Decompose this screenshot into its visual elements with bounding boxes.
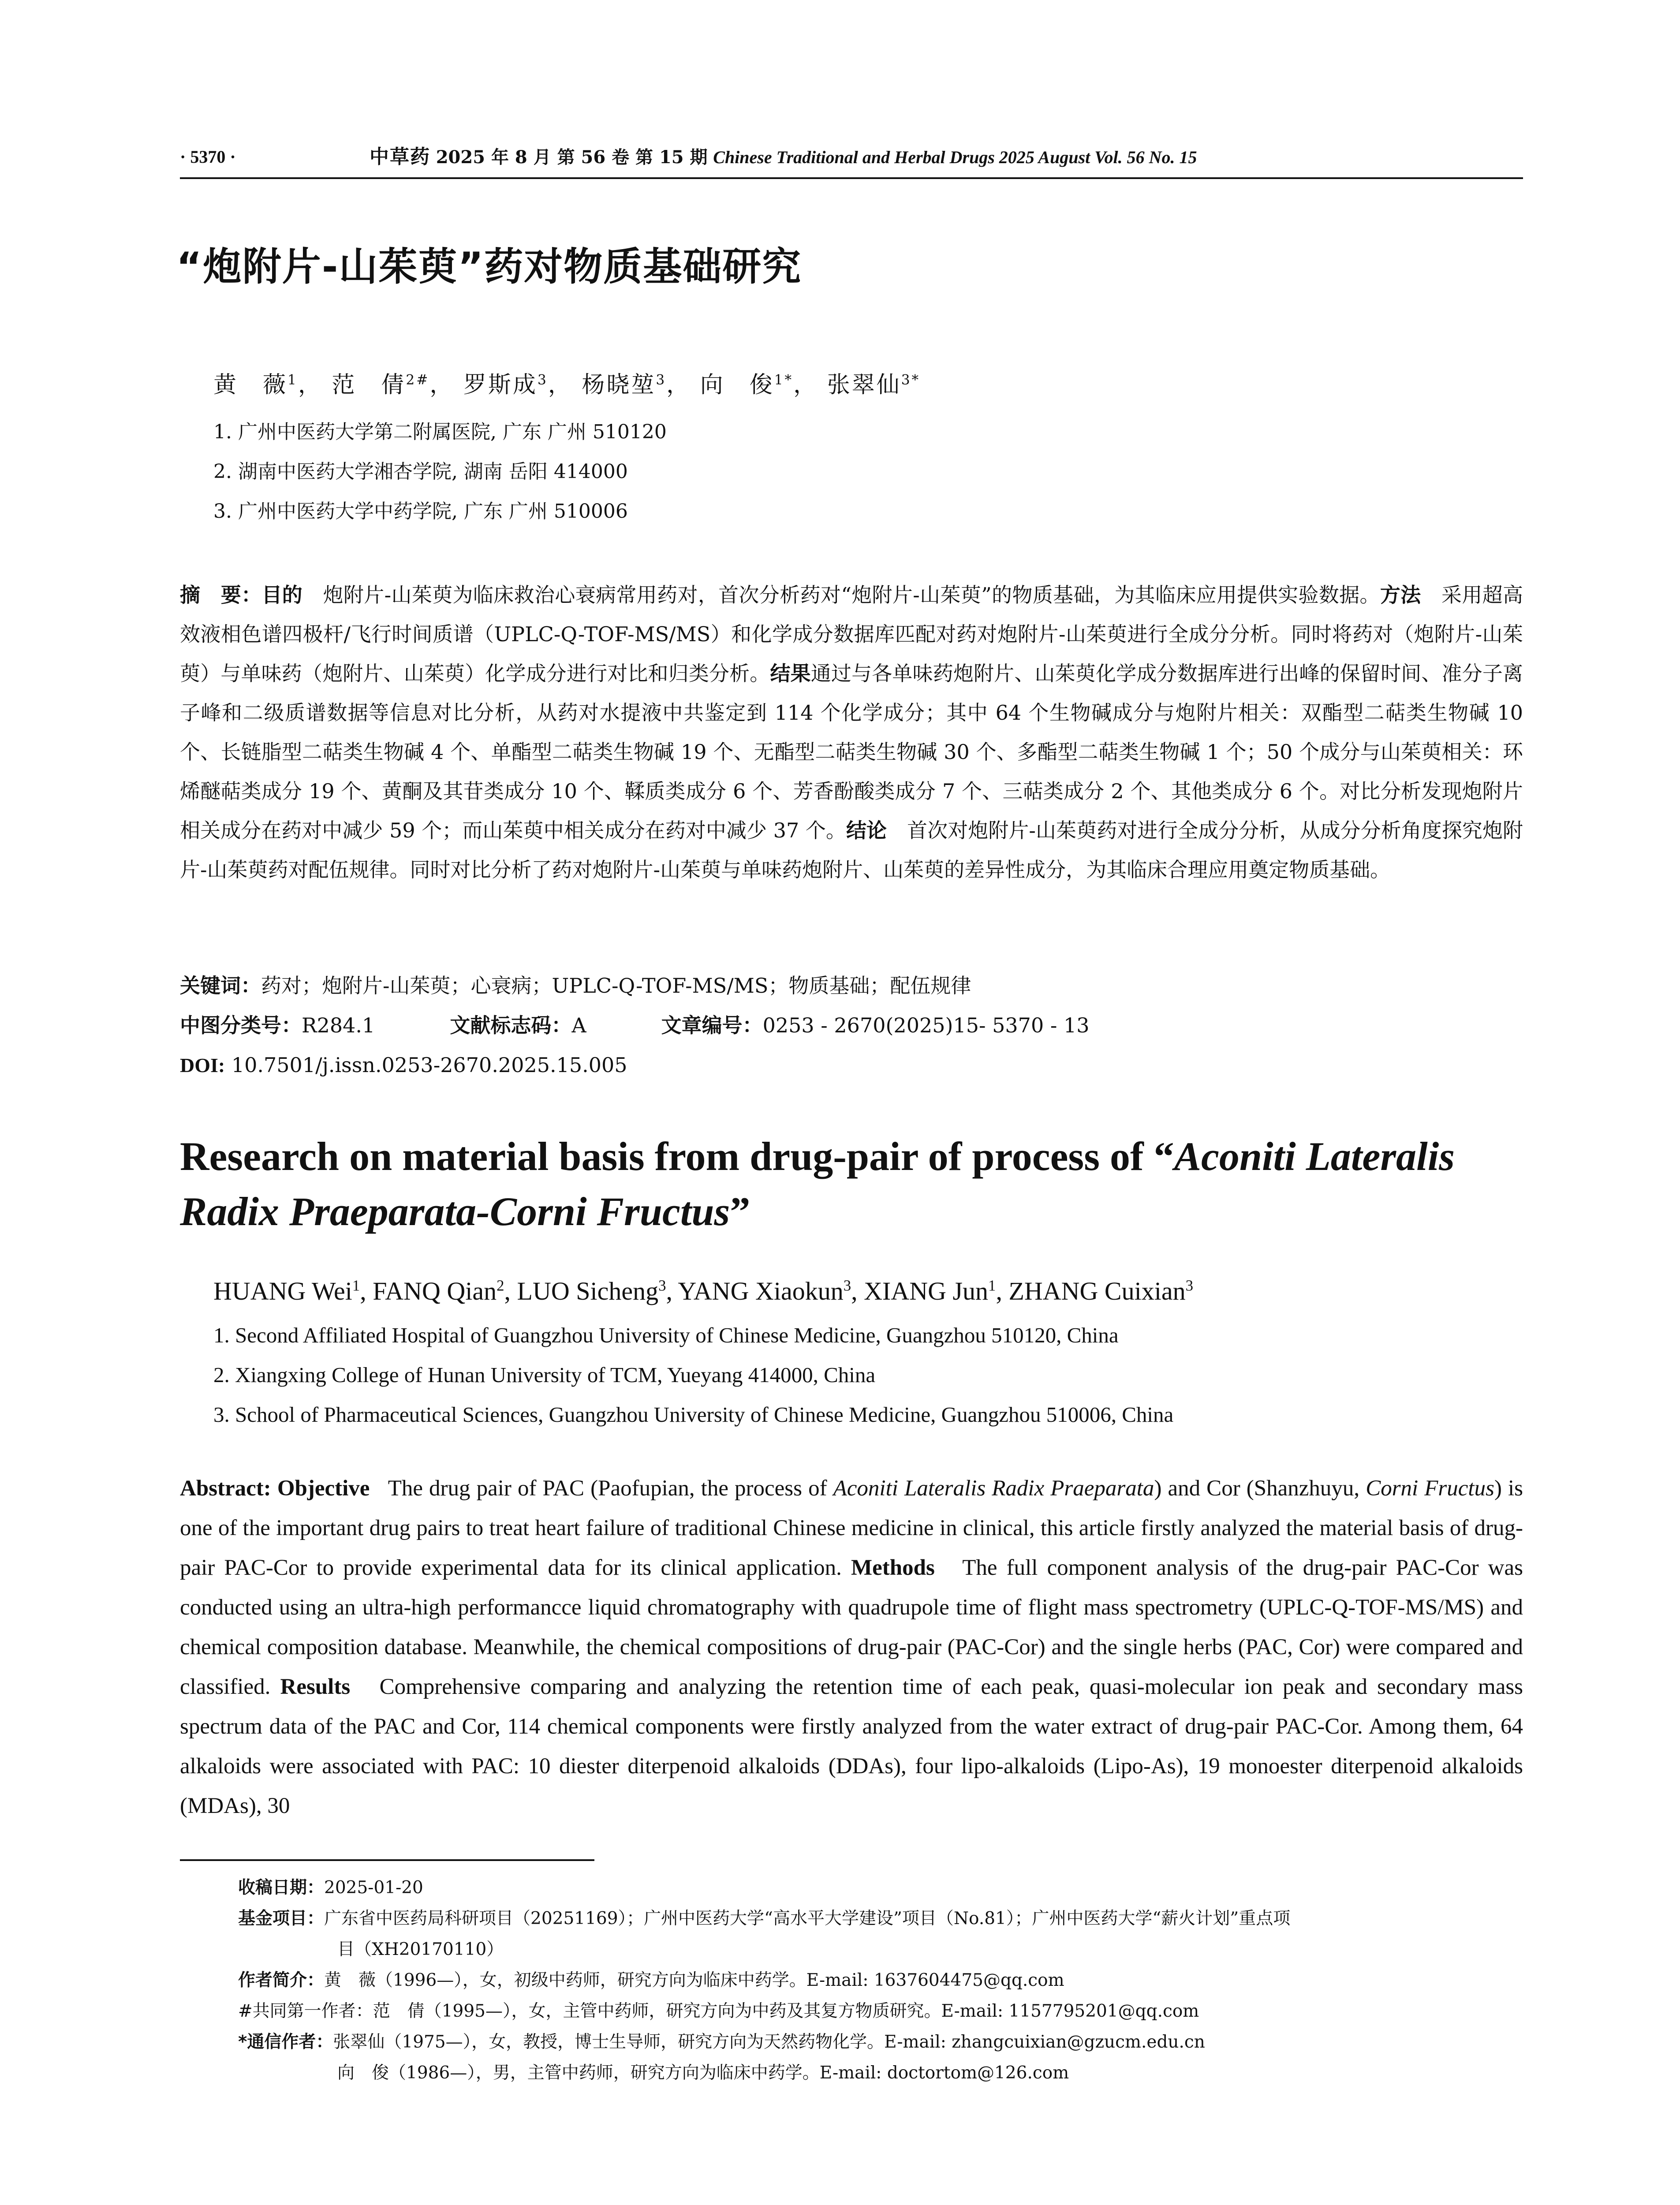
- doccode-value: A: [571, 1013, 586, 1037]
- footnote-bio: [238, 1966, 1523, 1995]
- cn-conclusion-text: 首次对炮附片-山茱萸药对进行全成分分析，从成分分析角度探究炮附片-山茱萸药对配伍规律。同时对比分析了药对炮附片-山茱萸与单味药炮附片、山茱萸的差异性成分，为其临床合理应用奠定物质基础。: [180, 818, 1523, 882]
- cofirst-label: #共同第一作者：: [238, 2001, 373, 2021]
- clc-value: R284.1: [302, 1013, 375, 1037]
- en-methods-text: The full component analysis of the drug-pair PAC-Cor was conducted using an ultra-high performancce liquid chromatography with quadrupole time of flight mass spectrometry (UPLC-Q-TOF-MS/MS) and chemical composition database. Meanwhile, the chemical compositions of drug-pair (PAC-Cor) and the single herbs (PAC, Cor) were compared and classified.: [180, 1555, 1523, 1699]
- clc-label: 中图分类号：: [180, 1013, 302, 1037]
- en-objective-italic-2: Corni Fructus: [1366, 1476, 1494, 1501]
- en-affiliation-2: 2. Xiangxing College of Hunan University of TCM, Yueyang 414000, China: [213, 1363, 876, 1387]
- en-methods-label: Methods: [851, 1555, 935, 1580]
- en-author-sup: 3: [658, 1277, 666, 1294]
- cn-methods-text: 采用超高效液相色谱四极杆/飞行时间质谱（UPLC-Q-TOF-MS/MS）和化学成分数据库匹配对药对炮附片-山茱萸进行全成分分析。同时将药对（炮附片-山茱萸）与单味药（炮附片、山茱萸）化学成分进行对比和归类分析。: [180, 583, 1523, 685]
- footnote-corr: [238, 2028, 1523, 2057]
- en-author: LUO Sicheng: [517, 1277, 659, 1305]
- journal-name-en: Chinese Traditional and Herbal Drugs 2025 August Vol. 56 No. 15: [713, 147, 1197, 167]
- en-title: [180, 1129, 1523, 1239]
- en-author-sup: 3: [1185, 1277, 1193, 1294]
- journal-info: [370, 144, 1197, 171]
- footnote-fund-cont: 目（XH20170110）: [337, 1940, 504, 1959]
- en-author: ZHANG Cuixian: [1008, 1277, 1186, 1305]
- en-abstract: [180, 1469, 1523, 1826]
- en-affiliation-1: 1. Second Affiliated Hospital of Guangzhou University of Chinese Medicine, Guangzhou 510120, China: [213, 1323, 1119, 1347]
- en-author-sup: 1: [352, 1277, 360, 1294]
- cn-affiliation-1: 1. 广州中医药大学第二附属医院, 广东 广州 510120: [213, 421, 667, 443]
- en-objective-text-3: ) is one of the important drug pairs to treat heart failure of traditional Chinese medicine in clinical, this article firstly analyzed the material basis of drug-pair PAC-Cor to provide experimental data for its clinical application.: [180, 1476, 1523, 1580]
- en-abstract-label: Abstract:: [180, 1476, 271, 1501]
- bio-text: 黄 薇（1996—），女，初级中药师，研究方向为临床中药学。E-mail: 1637604475@qq.com: [324, 1970, 1064, 1990]
- en-author-sup: 1: [988, 1277, 996, 1294]
- en-objective-label: Objective: [277, 1476, 370, 1501]
- cofirst-text: 范 倩（1995—），女，主管中药师，研究方向为中药及其复方物质研究。E-mail: 1157795201@qq.com: [373, 2001, 1199, 2021]
- cn-keywords: [180, 970, 971, 1001]
- cn-author: 向 俊: [700, 372, 774, 398]
- bio-label: 作者简介：: [238, 1970, 325, 1990]
- cn-authors: 黄 薇$^1$， 范 倩$^{2\#}$， 罗斯成$^3$， 杨晓堃$^3$， 向 俊$^{1*}$， 张翠仙$^{3*}$: [213, 372, 921, 398]
- cn-methods-label: 方法: [1380, 583, 1421, 607]
- en-results-text: Comprehensive comparing and analyzing the retention time of each peak, quasi-molecular ion peak and secondary mass spectrum data of the PAC and Cor, 114 chemical components were firstly analyzed from the water extract of drug-pair PAC-Cor. Among them, 64 alkaloids were associated with PAC: 10 diester diterpenoid alkaloids (DDAs), four lipo-alkaloids (Lipo-As), 19 monoester diterpenoid alkaloids (MDAs), 30: [180, 1674, 1523, 1818]
- cn-author: 杨晓堃: [582, 372, 656, 398]
- en-objective-text: The drug pair of PAC (Paofupian, the process of: [388, 1476, 833, 1501]
- cn-author-sup: 3: [656, 372, 667, 388]
- doi-line: [180, 1050, 627, 1081]
- header-rule: [180, 177, 1523, 179]
- keywords-text: 药对；炮附片-山茱萸；心衰病；UPLC-Q-TOF-MS/MS；物质基础；配伍规律: [261, 974, 971, 998]
- fund-text-1: 广东省中医药局科研项目（20251169）；广州中医药大学“高水平大学建设”项目（No.81）；广州中医药大学“薪火计划”重点项: [324, 1909, 1291, 1928]
- en-results-label: Results: [280, 1674, 351, 1699]
- cn-objective-label: 目的: [261, 583, 303, 607]
- cn-affiliation-3: 3. 广州中医药大学中药学院, 广东 广州 510006: [213, 500, 628, 523]
- doccode-label: 文献标志码：: [450, 1013, 572, 1037]
- en-author: HUANG Wei: [213, 1277, 352, 1305]
- cn-author: 黄 薇: [213, 372, 288, 398]
- footnote-fund: [238, 1904, 1523, 1933]
- doi-label: DOI:: [180, 1054, 225, 1076]
- en-title-italic: Aconiti Lateralis Radix Praeparata-Corni Fructus: [180, 1134, 1455, 1234]
- en-title-suffix: ”: [730, 1189, 750, 1234]
- cn-classification: [180, 1010, 1090, 1041]
- en-affiliation-3: 3. School of Pharmaceutical Sciences, Guangzhou University of Chinese Medicine, Guangzhou 510006, China: [213, 1402, 1174, 1427]
- cn-author-sup: 1: [287, 372, 298, 388]
- cn-author-sup: 3*: [901, 372, 921, 388]
- doi-link[interactable]: 10.7501/j.issn.0253-2670.2025.15.005: [231, 1053, 627, 1077]
- cn-author: 张翠仙: [827, 372, 901, 398]
- cn-abstract-label: 摘 要：: [180, 583, 262, 607]
- en-author-sup: 2: [497, 1277, 504, 1294]
- cn-author-sup: 3: [537, 372, 548, 388]
- cn-author: 范 倩: [332, 372, 406, 398]
- journal-issue-cn: 2025 年 8 月 第 56 卷 第 15 期: [436, 147, 708, 168]
- cn-objective-text: 炮附片-山茱萸为临床救治心衰病常用药对，首次分析药对“炮附片-山茱萸”的物质基础，为其临床应用提供实验数据。: [323, 583, 1380, 607]
- running-header: [180, 144, 1523, 181]
- en-author: XIANG Jun: [864, 1277, 989, 1305]
- journal-name-cn: 中草药: [370, 146, 430, 168]
- article-no-label: 文章编号：: [661, 1013, 763, 1037]
- footnote-corr-2: 向 俊（1986—），男，主管中药师，研究方向为临床中药学。E-mail: doctortom@126.com: [337, 2063, 1069, 2083]
- corr-text-1: 张翠仙（1975—），女，教授，博士生导师，研究方向为天然药物化学。E-mail: zhangcuixian@gzucm.edu.cn: [333, 2032, 1205, 2052]
- cn-conclusion-label: 结论: [846, 818, 887, 842]
- en-objective-text-2: ) and Cor (Shanzhuyu,: [1154, 1476, 1366, 1501]
- received-value: 2025-01-20: [324, 1878, 423, 1898]
- footnote-cofirst: [238, 1997, 1523, 2026]
- keywords-label: 关键词：: [180, 974, 261, 998]
- cn-author-sup: 1*: [774, 372, 794, 388]
- cn-results-text: 通过与各单味药炮附片、山茱萸化学成分数据库进行出峰的保留时间、准分子离子峰和二级质谱数据等信息对比分析，从药对水提液中共鉴定到 114 个化学成分；其中 64 个生物碱成分与炮附片相关：双酯型二萜类生物碱 10 个、长链脂型二萜类生物碱 4 个、单酯型二萜类生物碱 19 个、无酯型二萜类生物碱 30 个、多酯型二萜类生物碱 1 个；50 个成分与山茱萸相关：环烯醚萜类成分 19 个、黄酮及其苷类成分 10 个、鞣质类成分 6 个、芳香酚酸类成分 7 个、三萜类成分 2 个、其他类成分 6 个。对比分析发现炮附片相关成分在药对中减少 59 个；而山茱萸中相关成分在药对中减少 37 个。: [180, 662, 1523, 842]
- en-author-sup: 3: [843, 1277, 851, 1294]
- en-authors: HUANG Wei$^1$, FANQ Qian$^2$, LUO Sicheng$^3$, YANG Xiaokun$^3$, XIANG Jun$^1$, ZHANG Cuixian$^3$: [213, 1277, 1193, 1305]
- en-author: FANQ Qian: [373, 1277, 497, 1305]
- en-title-prefix: Research on material basis from drug-pair of process of “: [180, 1134, 1174, 1179]
- received-label: 收稿日期：: [238, 1878, 325, 1898]
- cn-results-label: 结果: [770, 662, 811, 685]
- cn-affiliation-2: 2. 湖南中医药大学湘杏学院, 湖南 岳阳 414000: [213, 460, 628, 483]
- fund-label: 基金项目：: [238, 1909, 325, 1928]
- en-objective-italic-1: Aconiti Lateralis Radix Praeparata: [833, 1476, 1154, 1501]
- en-author: YANG Xiaokun: [678, 1277, 844, 1305]
- corr-label: *通信作者：: [238, 2032, 333, 2052]
- footnote-rule: [180, 1859, 594, 1861]
- cn-title: “炮附片-山茱萸”药对物质基础研究: [176, 244, 802, 289]
- article-no-value: 0253 - 2670(2025)15- 5370 - 13: [762, 1013, 1090, 1037]
- footnote-received: [238, 1873, 1523, 1902]
- cn-author: 罗斯成: [463, 372, 538, 398]
- page-number: · 5370 ·: [180, 147, 236, 167]
- cn-author-sup: 2#: [406, 372, 430, 388]
- cn-abstract: [180, 576, 1523, 889]
